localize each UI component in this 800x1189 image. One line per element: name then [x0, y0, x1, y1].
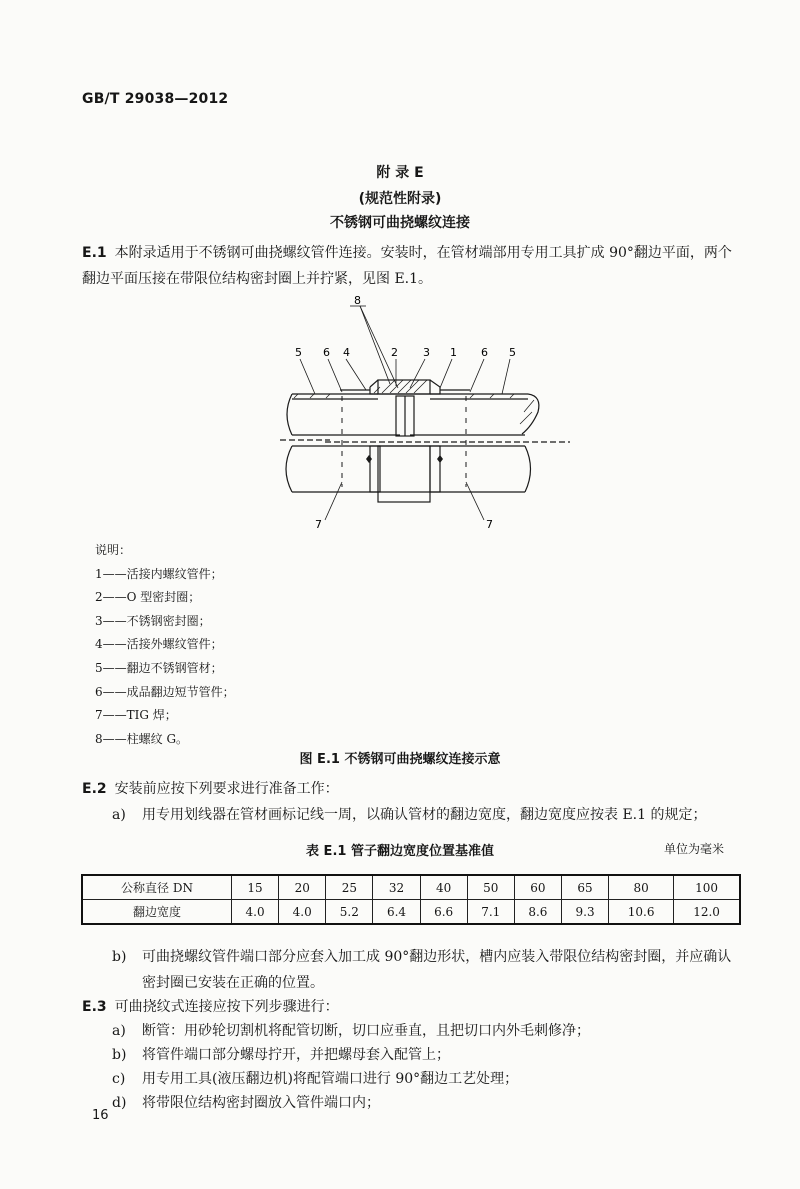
table-cell: 25 — [326, 875, 373, 900]
figure-legend — [95, 539, 235, 751]
nut-marker-right — [437, 455, 443, 463]
appendix-title: 附 录 E — [376, 165, 424, 181]
table-cell: 65 — [561, 875, 608, 900]
table-cell: 10.6 — [609, 900, 674, 925]
callout-8: 8 — [354, 294, 361, 307]
legend-item: 7——TIG 焊； — [95, 708, 177, 723]
table-row — [82, 900, 740, 925]
callout-5-left: 5 — [295, 346, 302, 359]
appendix-subtitle: (规范性附录) — [358, 191, 442, 207]
section-e2-number: E.2 — [82, 781, 107, 797]
figure-e1-diagram — [270, 292, 570, 537]
list-item: d) 将带限位结构密封圈放入管件端口内； — [112, 1095, 380, 1111]
callout-2: 2 — [391, 346, 398, 359]
table-caption: 表 E.1 管子翻边宽度位置基准值 — [306, 844, 494, 859]
table-cell: 50 — [467, 875, 514, 900]
table-row — [82, 875, 740, 900]
table-cell: 9.3 — [561, 900, 608, 925]
appendix-heading: 不锈钢可曲挠螺纹连接 — [330, 215, 470, 231]
list-item: b) 可曲挠螺纹管件端口部分应套入加工成 90°翻边形状，槽内应装入带限位结构密封圈，并应确认密封圈已安装在正确的位置。 — [112, 949, 732, 991]
table-cell: 8.6 — [514, 900, 561, 925]
table-unit: 单位为毫米 — [664, 842, 725, 856]
row-header: 翻边宽度 — [82, 900, 232, 925]
callout-3: 3 — [423, 346, 430, 359]
table-cell: 5.2 — [326, 900, 373, 925]
section-e1 — [82, 240, 742, 292]
legend-item: 6——成品翻边短节管件； — [95, 684, 235, 699]
callout-7-left: 7 — [315, 518, 322, 531]
legend-item: 1——活接内螺纹管件； — [95, 566, 223, 581]
table-cell: 20 — [279, 875, 326, 900]
table-cell: 4.0 — [232, 900, 279, 925]
nut-marker-left — [366, 455, 372, 463]
section-e1-text: 本附录适用于不锈钢可曲挠螺纹管件连接。安装时，在管材端部用专用工具扩成 90°翻边平面，两个翻边平面压接在带限位结构密封圈上并拧紧，见图 E.1。 — [82, 245, 732, 287]
section-e2-text: 安装前应按下列要求进行准备工作： — [114, 781, 339, 797]
table-cell: 80 — [609, 875, 674, 900]
callout-1: 1 — [450, 346, 457, 359]
callout-6-right: 6 — [481, 346, 488, 359]
table-cell: 4.0 — [279, 900, 326, 925]
union-nut-lower — [378, 446, 430, 502]
callout-4: 4 — [343, 346, 350, 359]
legend-item: 4——活接外螺纹管件； — [95, 637, 223, 652]
table-cell: 32 — [373, 875, 420, 900]
legend-item: 3——不锈钢密封圈； — [95, 613, 211, 628]
table-cell: 6.6 — [420, 900, 467, 925]
table-cell: 6.4 — [373, 900, 420, 925]
standard-number: GB/T 29038—2012 — [82, 91, 229, 107]
section-e3 — [82, 994, 742, 1020]
section-e2 — [82, 776, 742, 802]
pipe-left-end — [287, 394, 292, 435]
list-item: b) 将管件端口部分螺母拧开，并把螺母套入配管上； — [112, 1047, 450, 1063]
list-item: a) 用专用划线器在管材画标记线一周，以确认管材的翻边宽度，翻边宽度应按表 E.1 的规定； — [112, 807, 707, 823]
row-header: 公称直径 DN — [82, 875, 232, 900]
legend-item: 2——O 型密封圈； — [95, 590, 201, 605]
callout-5-right: 5 — [509, 346, 516, 359]
table-cell: 12.0 — [674, 900, 740, 925]
table-cell: 100 — [674, 875, 740, 900]
figure-caption: 图 E.1 不锈钢可曲挠螺纹连接示意 — [299, 752, 501, 767]
list-item: c) 用专用工具(液压翻边机)将配管端口进行 90°翻边工艺处理； — [112, 1071, 519, 1087]
legend-item: 5——翻边不锈钢管材； — [95, 660, 223, 675]
section-e1-number: E.1 — [82, 245, 107, 261]
section-e3-number: E.3 — [82, 999, 107, 1015]
list-item: a) 断管：用砂轮切割机将配管切断，切口应垂直，且把切口内外毛刺修净； — [112, 1023, 590, 1039]
callout-6-left: 6 — [323, 346, 330, 359]
break-line — [280, 440, 570, 442]
flange-width-table — [81, 874, 741, 925]
legend-item: 8——柱螺纹 G。 — [95, 731, 189, 746]
table-cell: 15 — [232, 875, 279, 900]
table-cell: 7.1 — [467, 900, 514, 925]
callout-7-right: 7 — [486, 518, 493, 531]
table-cell: 40 — [420, 875, 467, 900]
table-cell: 60 — [514, 875, 561, 900]
legend-title: 说明： — [95, 543, 132, 557]
section-e3-text: 可曲挠纹式连接应按下列步骤进行： — [114, 999, 339, 1015]
page-number: 16 — [92, 1108, 109, 1123]
